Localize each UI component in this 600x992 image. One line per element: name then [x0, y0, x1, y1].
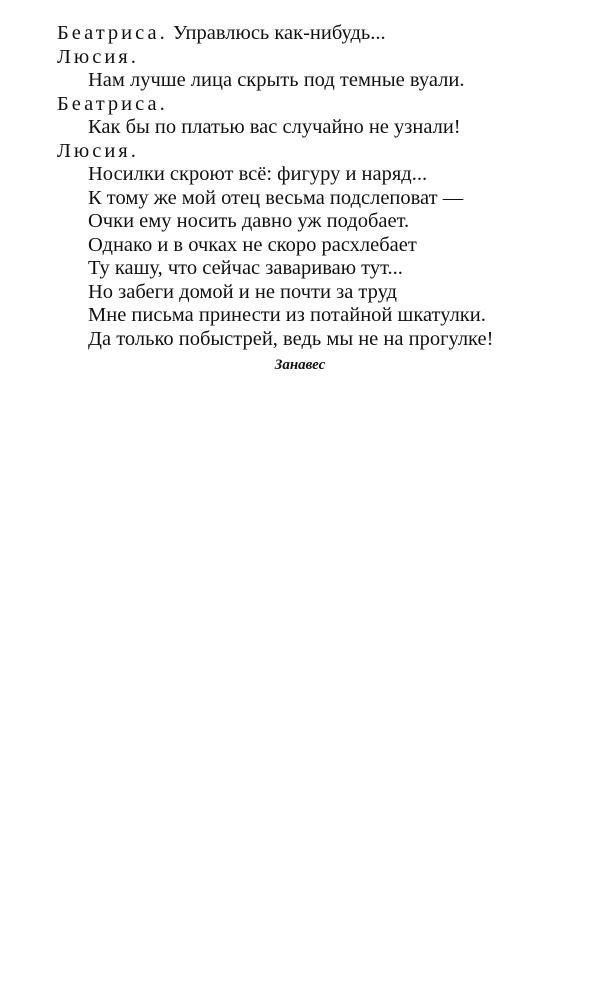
- speaker-name: Люсия.: [57, 45, 139, 68]
- verse-line: К тому же мой отец весьма подслеповат —: [88, 186, 464, 209]
- play-text: [57, 22, 557, 351]
- verse-line: Носилки скроют всё: фигуру и наряд...: [88, 163, 428, 185]
- speaker-name: Беатриса.: [57, 22, 168, 44]
- speaker-name: Люсия.: [57, 139, 139, 162]
- line-text: Управлюсь как-нибудь...: [167, 22, 386, 44]
- verse-line: Да только побыстрей, ведь мы не на прогулке!: [88, 327, 494, 350]
- verse-line: Но забеги домой и не почти за труд: [88, 280, 397, 303]
- verse-line: Как бы по платью вас случайно не узнали!: [88, 116, 461, 138]
- verse-line: Ту кашу, что сейчас завариваю тут...: [88, 257, 403, 279]
- verse-line: Очки ему носить давно уж подобает.: [88, 210, 410, 232]
- speaker-name: Беатриса.: [57, 92, 168, 115]
- dialogue-line: [57, 22, 557, 46]
- verse-line: Мне письма принести из потайной шкатулки.: [88, 304, 486, 326]
- verse-line: Однако и в очках не скоро расхлебает: [88, 233, 417, 256]
- verse-line: Нам лучше лица скрыть под темные вуали.: [88, 69, 465, 91]
- stage-direction-curtain: Занавес: [274, 357, 326, 373]
